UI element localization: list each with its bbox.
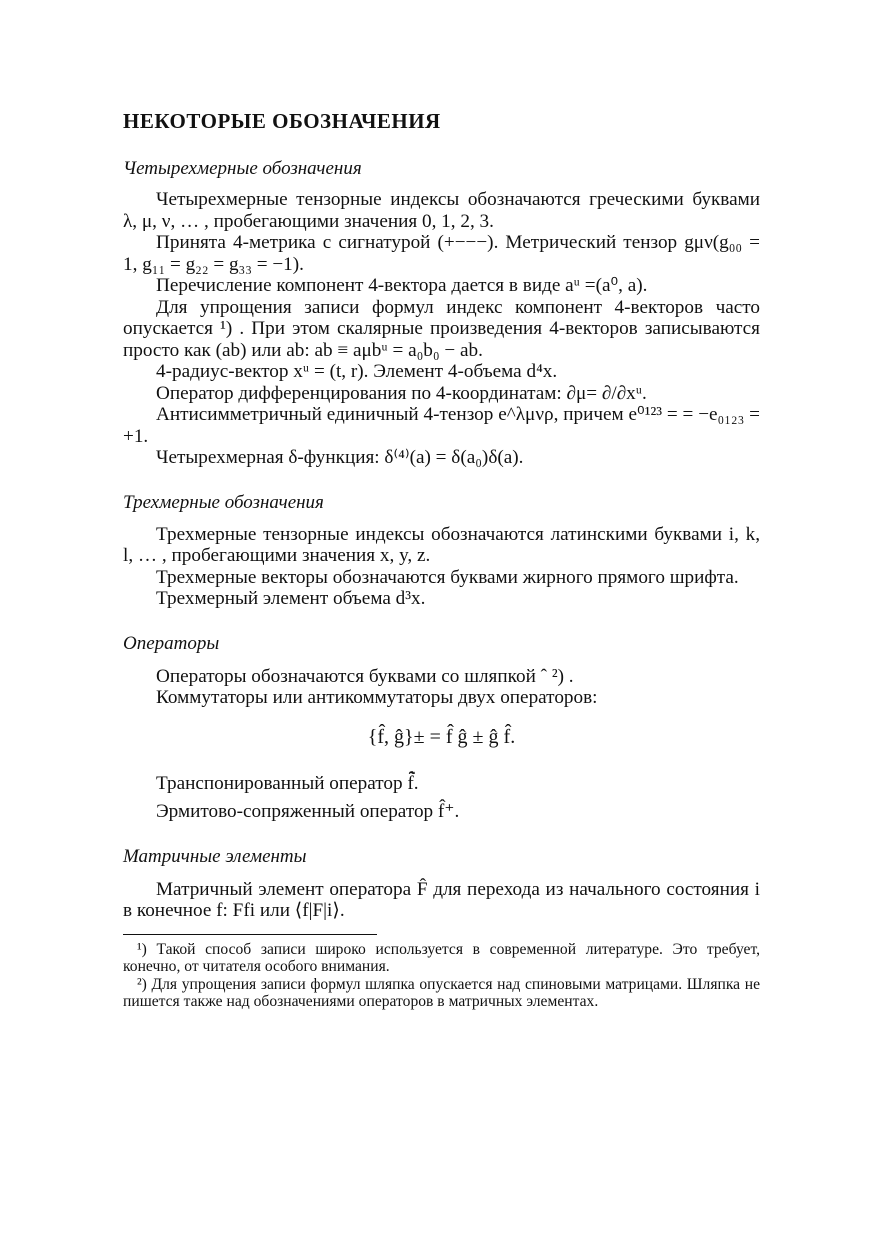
paragraph: Четырехмерные тензорные индексы обозначаются греческими буквами λ, μ, ν, … , пробегающими значения 0, 1, 2, 3.: [123, 189, 760, 232]
footnote: ²) Для упрощения записи формул шляпка опускается над спиновыми матрицами. Шляпка не пишется также над обозначениями операторов в матричных элементах.: [123, 975, 760, 1010]
section-heading-ops: Операторы: [123, 632, 220, 654]
paragraph: Антисимметричный единичный 4-тензор e^λμνρ, причем e⁰¹²³ = = −e₀₁₂₃ = +1.: [123, 404, 760, 447]
paragraph: Трехмерные тензорные индексы обозначаются латинскими буквами i, k, l, … , пробегающими значения x, y, z.: [123, 523, 760, 566]
page-title: НЕКОТОРЫЕ ОБОЗНАЧЕНИЯ: [123, 109, 441, 133]
footnote: ¹) Такой способ записи широко используется в современной литературе. Это требует, конечно, от читателя особого внимания.: [123, 940, 760, 975]
section-heading-four: Четырехмерные обозначения: [123, 158, 362, 179]
footnote-rule: [123, 934, 377, 935]
paragraph: Перечисление компонент 4-вектора дается в виде aᵘ =(a⁰, a).: [156, 275, 648, 296]
paragraph: 4-радиус-вектор xᵘ = (t, r). Элемент 4-объема d⁴x.: [156, 361, 558, 382]
paragraph: Коммутаторы или антикоммутаторы двух операторов:: [156, 687, 598, 708]
paragraph: Для упрощения записи формул индекс компонент 4-векторов часто опускается ¹) . При этом скалярные произведения 4-векторов записываются просто как (ab) или ab: ab ≡ aμbᵘ = a₀b₀ − ab.: [123, 296, 760, 361]
paragraph: Матричный элемент оператора F̂ для перехода из начального состояния i в конечное f: Ffi или ⟨f|F|i⟩.: [123, 878, 760, 921]
page: [123, 100, 760, 1011]
formula: {f̂, ĝ}± = f̂ ĝ ± ĝ f̂.: [367, 725, 516, 748]
paragraph: Трехмерные векторы обозначаются буквами жирного прямого шрифта.: [156, 566, 739, 588]
paragraph: Эрмитово-сопряженный оператор f̂⁺.: [156, 801, 460, 822]
paragraph: Оператор дифференцирования по 4-координатам: ∂μ= ∂/∂xᵘ.: [156, 382, 647, 404]
paragraph: Операторы обозначаются буквами со шляпкой ˆ ²) .: [156, 665, 574, 687]
paragraph: Трехмерный элемент объема d³x.: [156, 588, 426, 609]
paragraph: Принята 4-метрика с сигнатурой (+−−−). Метрический тензор gμν(g₀₀ = 1, g₁₁ = g₂₂ = g₃₃ = −1).: [123, 232, 760, 275]
section-heading-three: Трехмерные обозначения: [123, 491, 324, 513]
section-heading-matrix: Матричные элементы: [123, 845, 307, 867]
paragraph: Транспонированный оператор f̃̂.: [156, 772, 419, 794]
paragraph: Четырехмерная δ-функция: δ⁽⁴⁾(a) = δ(a₀)δ(a).: [156, 447, 524, 468]
